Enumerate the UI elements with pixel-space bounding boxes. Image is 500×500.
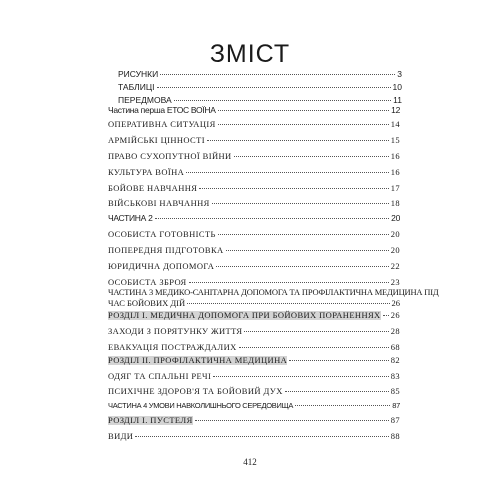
toc-entry-label: ПСИХІЧНЕ ЗДОРОВ'Я ТА БОЙОВИЙ ДУХ [108, 386, 283, 396]
toc-entry-page: 17 [390, 183, 400, 193]
toc-entry-label: РИСУНКИ [118, 69, 159, 79]
toc-entry-page: 68 [390, 342, 400, 352]
toc-entry-page: 15 [390, 135, 400, 145]
toc-entry-page: 14 [390, 119, 400, 129]
leader-dots [218, 234, 389, 235]
toc-entry-page: 23 [390, 277, 400, 287]
toc-entry-page: 16 [390, 151, 400, 161]
toc-entry-label-line2: ЧАС БОЙОВИХ ДІЙ [108, 298, 186, 308]
toc-entry-label: ОСОБИСТА ГОТОВНІСТЬ [108, 229, 216, 239]
leader-dots [383, 315, 389, 316]
toc-entry[interactable] [108, 246, 400, 255]
toc-entry-label: КУЛЬТУРА ВОЇНА [108, 167, 185, 177]
toc-entry[interactable] [108, 387, 400, 396]
leader-dots [189, 282, 389, 283]
toc-entry-tables[interactable] [118, 83, 402, 92]
toc-entry-label: РОЗДІЛ ІІ. ПРОФІЛАКТИЧНА МЕДИЦИНА [108, 355, 288, 365]
toc-entry-preface[interactable] [118, 96, 402, 105]
leader-dots [226, 250, 389, 251]
toc-entry[interactable] [108, 402, 400, 410]
toc-entry-page: 28 [390, 326, 400, 336]
leader-dots [186, 172, 388, 173]
toc-entry[interactable] [108, 327, 400, 336]
toc-entry-page: 22 [390, 261, 400, 271]
toc-entry-page: 83 [390, 371, 400, 381]
toc-entry-label: ВИДИ [108, 431, 134, 441]
toc-entry-page: 11 [393, 95, 402, 105]
leader-dots [234, 156, 389, 157]
toc-entry-label: ОСОБИСТА ЗБРОЯ [108, 277, 187, 287]
toc-entry-label: ВІЙСЬКОВІ НАВЧАННЯ [108, 198, 210, 208]
toc-entry[interactable] [108, 199, 400, 208]
page-title: ЗМІСТ [209, 40, 291, 68]
leader-dots [160, 74, 395, 75]
leader-dots [212, 203, 389, 204]
leader-dots [295, 405, 390, 406]
toc-entry[interactable] [108, 214, 400, 223]
leader-dots [239, 347, 389, 348]
leader-dots [285, 391, 389, 392]
toc-entry-page: 3 [397, 69, 402, 79]
toc-entry-label: ОДЯГ ТА СПАЛЬНІ РЕЧІ [108, 371, 212, 381]
toc-entry[interactable] [108, 230, 400, 239]
leader-dots [218, 124, 389, 125]
toc-entry[interactable] [108, 168, 400, 177]
toc-entry-page: 20 [391, 213, 400, 223]
toc-entry-page: 18 [390, 198, 400, 208]
toc-entry-figures[interactable] [118, 70, 402, 79]
leader-dots [187, 303, 389, 304]
toc-entry[interactable] [108, 278, 400, 287]
toc-entry-label-line1: ЧАСТИНА 3 МЕДИКО-САНІТАРНА ДОПОМОГА ТА ПРОФІЛАКТИЧНА МЕДИЦИНА ПІД [108, 287, 439, 297]
toc-entry-page: 20 [390, 245, 400, 255]
leader-dots [289, 360, 389, 361]
toc-entry[interactable] [108, 120, 400, 129]
toc-entry-label: ПОПЕРЕДНЯ ПІДГОТОВКА [108, 245, 224, 255]
leader-dots [195, 420, 389, 421]
toc-entry-page: 26 [390, 310, 400, 320]
toc-entry-page: 85 [390, 386, 400, 396]
toc-entry[interactable] [108, 152, 400, 161]
toc-entry-label: ПРАВО СУХОПУТНОЇ ВІЙНИ [108, 151, 232, 161]
toc-entry-page: 26 [391, 298, 400, 308]
leader-dots [135, 436, 388, 437]
toc-entry-label: РОЗДІЛ І. МЕДИЧНА ДОПОМОГА ПРИ БОЙОВИХ ПОРАНЕННЯХ [108, 310, 381, 320]
toc-entry-label: БОЙОВЕ НАВЧАННЯ [108, 183, 198, 193]
toc-entry-page: 87 [390, 415, 400, 425]
page-number: 412 [243, 457, 257, 467]
toc-entry-page: 82 [390, 355, 400, 365]
toc-entry-label: ЧАСТИНА 2 [108, 213, 153, 223]
toc-entry-label: АРМІЙСЬКІ ЦІННОСТІ [108, 135, 205, 145]
toc-entry-label: ЧАСТИНА 4 УМОВИ НАВКОЛИШНЬОГО СЕРЕДОВИЩА [108, 401, 294, 410]
leader-dots [157, 87, 391, 88]
toc-entry-part-3[interactable] [108, 287, 439, 309]
toc-entry-highlighted[interactable] [108, 311, 400, 320]
toc-entry-label: Частина перша ЕТОС ВОЇНА [108, 105, 216, 115]
leader-dots [207, 140, 389, 141]
toc-entry-page: 12 [391, 105, 400, 115]
toc-entry[interactable] [108, 106, 400, 115]
leader-dots [218, 110, 390, 111]
leader-dots [199, 188, 388, 189]
leader-dots [213, 376, 388, 377]
leader-dots [174, 100, 392, 101]
toc-entry-label: ПЕРЕДМОВА [118, 95, 172, 105]
toc-entry[interactable] [108, 262, 400, 271]
toc-entry-label: ТАБЛИЦІ [118, 82, 155, 92]
toc-entry[interactable] [108, 136, 400, 145]
leader-dots [155, 218, 390, 219]
toc-entry-page: 10 [392, 82, 402, 92]
toc-entry-label: ЕВАКУАЦІЯ ПОСТРАЖДАЛИХ [108, 342, 237, 352]
toc-entry-page: 88 [390, 431, 400, 441]
toc-entry-page: 20 [390, 229, 400, 239]
toc-entry-label: РОЗДІЛ І. ПУСТЕЛЯ [108, 415, 193, 425]
toc-entry[interactable] [108, 372, 400, 381]
toc-entry-label: ОПЕРАТИВНА СИТУАЦІЯ [108, 119, 216, 129]
toc-entry-highlighted[interactable] [108, 416, 400, 425]
toc-entry-highlighted[interactable] [108, 356, 400, 365]
toc-entry[interactable] [108, 343, 400, 352]
toc-entry-label: ЗАХОДИ З ПОРЯТУНКУ ЖИТТЯ [108, 326, 243, 336]
toc-entry[interactable] [108, 184, 400, 193]
toc-entry-page: 16 [390, 167, 400, 177]
toc-entry[interactable] [108, 432, 400, 441]
toc-entry-label: ЮРИДИЧНА ДОПОМОГА [108, 261, 215, 271]
toc-entry-page: 87 [392, 401, 400, 410]
leader-dots [244, 331, 388, 332]
leader-dots [216, 266, 388, 267]
toc-entry-line2 [108, 298, 400, 309]
